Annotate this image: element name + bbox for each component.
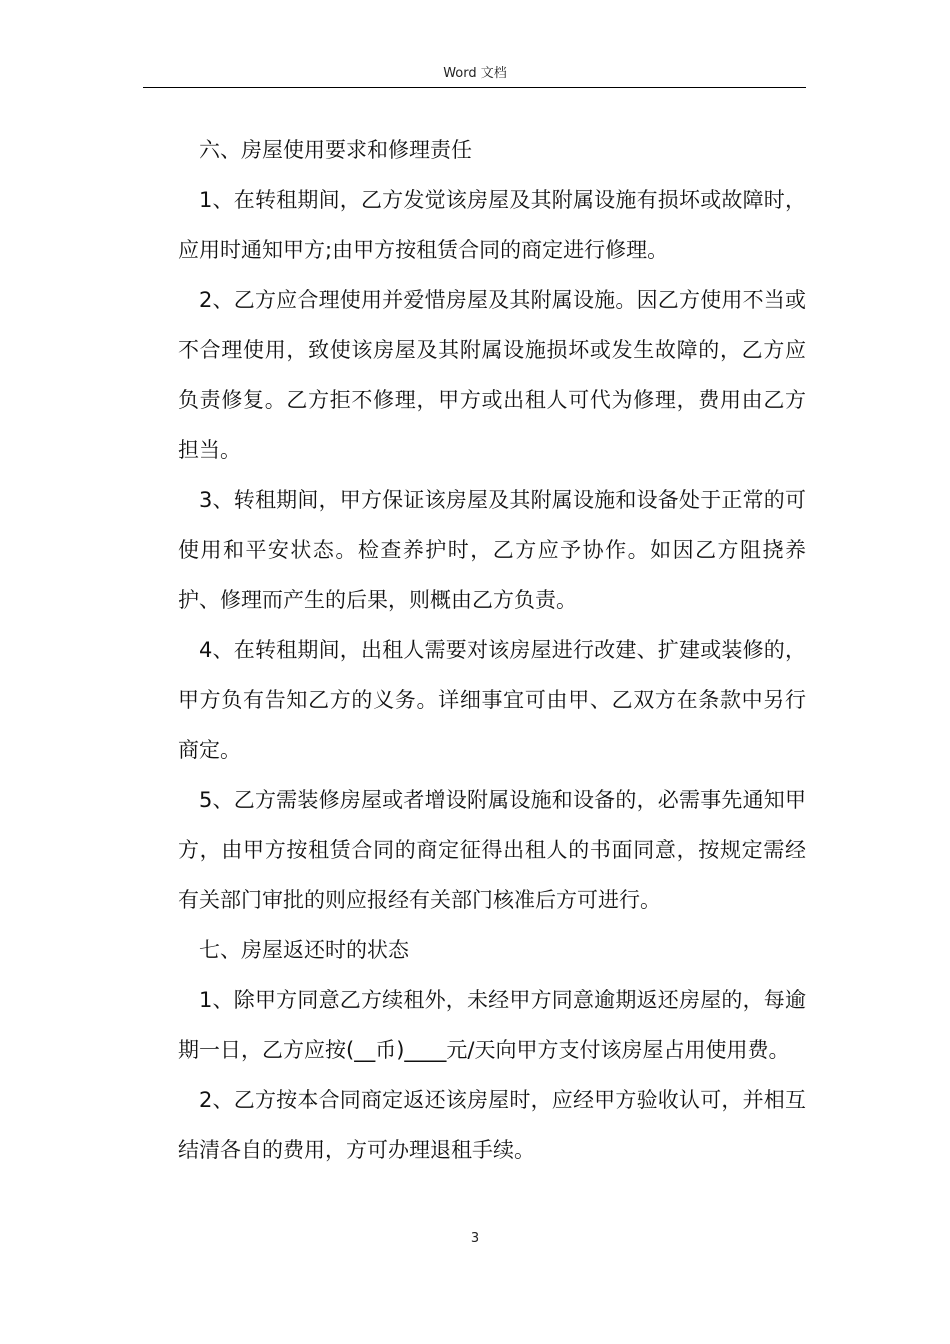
clause-paragraph: 1、除甲方同意乙方续租外，未经甲方同意逾期返还房屋的，每逾期一日，乙方应按(__币)____元/天向甲方支付该房屋占用使用费。 — [178, 988, 806, 1062]
page-header: Word 文档 — [443, 66, 507, 81]
clause-paragraph: 3、转租期间，甲方保证该房屋及其附属设施和设备处于正常的可使用和平安状态。检查养护时，乙方应予协作。如因乙方阻挠养护、修理而产生的后果，则概由乙方负责。 — [178, 488, 806, 612]
clause-paragraph: 2、乙方应合理使用并爱惜房屋及其附属设施。因乙方使用不当或不合理使用，致使该房屋及其附属设施损坏或发生故障的，乙方应负责修复。乙方拒不修理，甲方或出租人可代为修理，费用由乙方担当。 — [178, 288, 806, 462]
section-heading: 六、房屋使用要求和修理责任 — [199, 138, 472, 162]
clause-paragraph: 2、乙方按本合同商定返还该房屋时，应经甲方验收认可，并相互结清各自的费用，方可办理退租手续。 — [178, 1088, 806, 1162]
document-body — [178, 125, 806, 1175]
clause-paragraph: 1、在转租期间，乙方发觉该房屋及其附属设施有损坏或故障时，应用时通知甲方;由甲方按租赁合同的商定进行修理。 — [178, 188, 806, 262]
clause-paragraph: 4、在转租期间，出租人需要对该房屋进行改建、扩建或装修的，甲方负有告知乙方的义务。详细事宜可由甲、乙双方在条款中另行商定。 — [178, 638, 806, 762]
header-divider — [143, 87, 806, 88]
section-heading: 七、房屋返还时的状态 — [199, 938, 409, 962]
page-number: 3 — [470, 1231, 480, 1246]
clause-paragraph: 5、乙方需装修房屋或者增设附属设施和设备的，必需事先通知甲方，由甲方按租赁合同的商定征得出租人的书面同意，按规定需经有关部门审批的则应报经有关部门核准后方可进行。 — [178, 788, 806, 912]
